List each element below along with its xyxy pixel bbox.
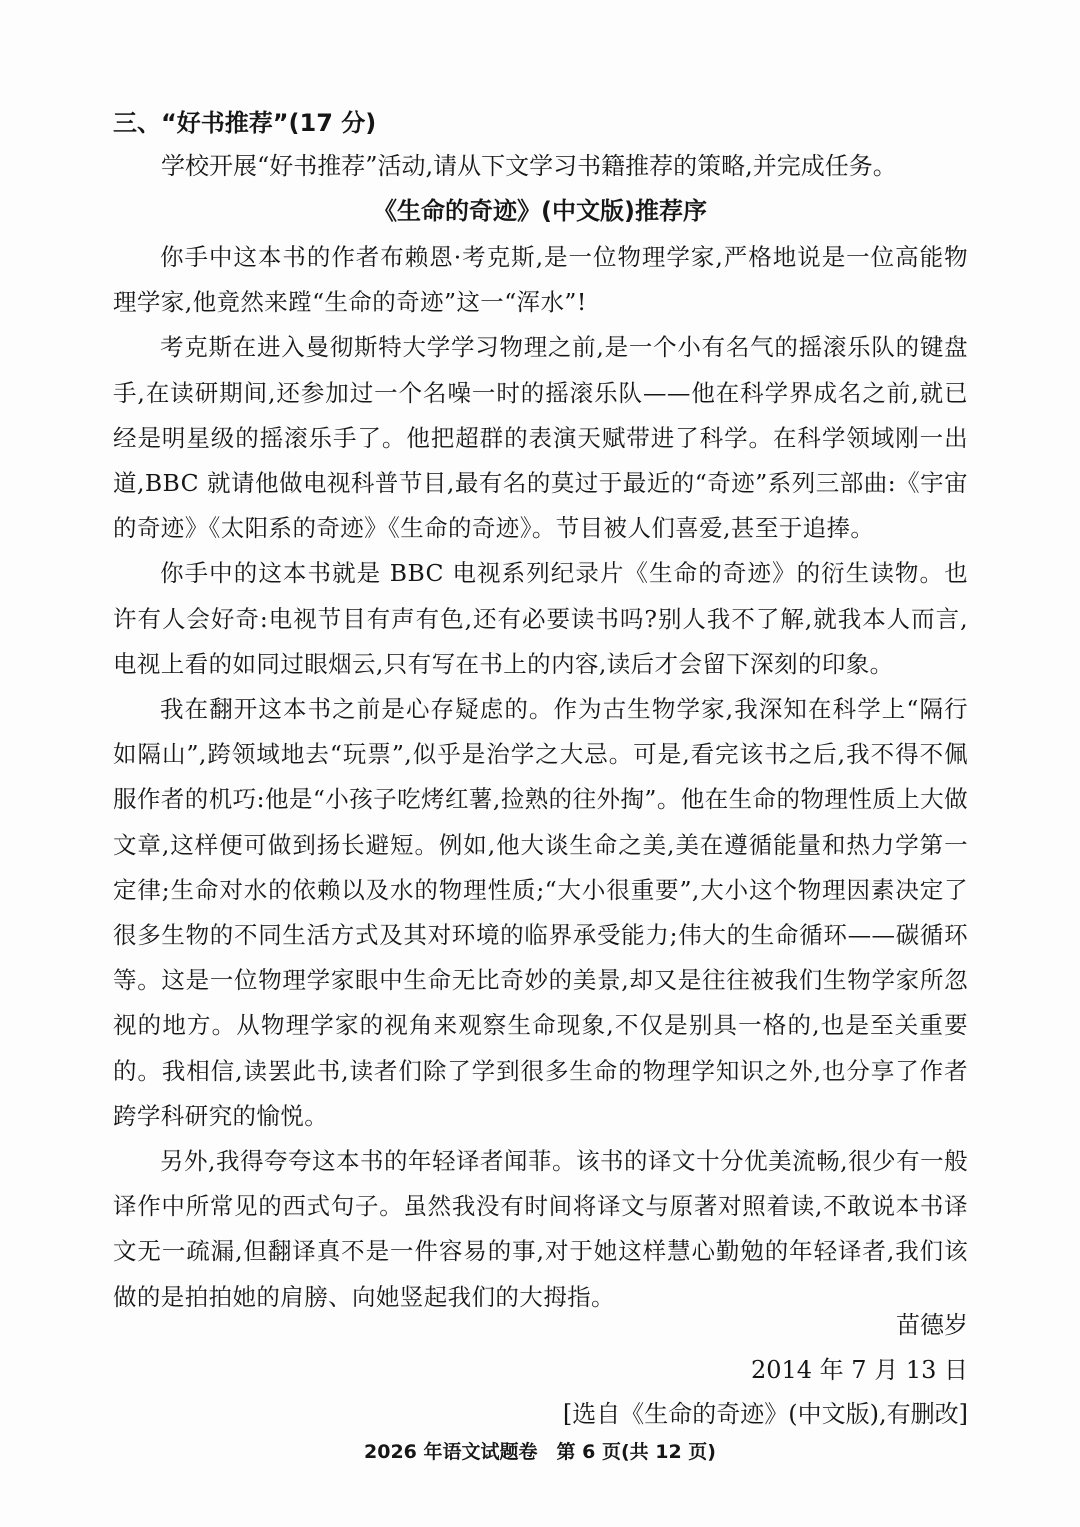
paragraph-3: 你手中的这本书就是 BBC 电视系列纪录片《生命的奇迹》的衍生读物。也许有人会好奇:电视节目有声有色,还有必要读书吗?别人我不了解,就我本人而言,电视上看的如同过眼烟云,只有写在书上的内容,读后才会留下深刻的印象。: [113, 559, 968, 678]
paragraph-2: 考克斯在进入曼彻斯特大学学习物理之前,是一个小有名气的摇滚乐队的键盘手,在读研期间,还参加过一个名噪一时的摇滚乐队——他在科学界成名之前,就已经是明星级的摇滚乐手了。他把超群的表演天赋带进了科学。在科学领域刚一出道,BBC 就请他做电视科普节目,最有名的莫过于最近的“奇迹”系列三部曲:《宇宙的奇迹》《太阳系的奇迹》《生命的奇迹》。节目被人们喜爱,甚至于追捧。: [113, 333, 968, 543]
signature-date: 2014 年 7 月 13 日: [750, 1356, 968, 1384]
task-intro: 学校开展“好书推荐”活动,请从下文学习书籍推荐的策略,并完成任务。: [161, 152, 897, 180]
page-footer: 2026 年语文试题卷 第 6 页(共 12 页): [364, 1441, 716, 1463]
article-body: [113, 235, 968, 1320]
section-heading: 三、“好书推荐”(17 分): [113, 109, 377, 137]
paragraph-5: 另外,我得夸夸这本书的年轻译者闻菲。该书的译文十分优美流畅,很少有一般译作中所常见的西式句子。虽然我没有时间将译文与原著对照着读,不敢说本书译文无一疏漏,但翻译真不是一件容易的事,对于她这样慧心勤勉的年轻译者,我们该做的是拍拍她的肩膀、向她竖起我们的大拇指。: [113, 1147, 968, 1311]
article-title: 《生命的奇迹》(中文版)推荐序: [373, 197, 707, 225]
source-note: [选自《生命的奇迹》(中文版),有删改]: [562, 1400, 968, 1428]
paragraph-1: 你手中这本书的作者布赖恩·考克斯,是一位物理学家,严格地说是一位高能物理学家,他竟然来蹚“生命的奇迹”这一“浑水”!: [113, 243, 968, 317]
author-signature: 苗德岁: [896, 1311, 968, 1339]
paragraph-4: 我在翻开这本书之前是心存疑虑的。作为古生物学家,我深知在科学上“隔行如隔山”,跨领域地去“玩票”,似乎是治学之大忌。可是,看完该书之后,我不得不佩服作者的机巧:他是“小孩子吃烤红薯,捡熟的往外掏”。他在生命的物理性质上大做文章,这样便可做到扬长避短。例如,他大谈生命之美,美在遵循能量和热力学第一定律;生命对水的依赖以及水的物理性质;“大小很重要”,大小这个物理因素决定了很多生物的不同生活方式及其对环境的临界承受能力;伟大的生命循环——碳循环等。这是一位物理学家眼中生命无比奇妙的美景,却又是往往被我们生物学家所忽视的地方。从物理学家的视角来观察生命现象,不仅是别具一格的,也是至关重要的。我相信,读罢此书,读者们除了学到很多生命的物理学知识之外,也分享了作者跨学科研究的愉悦。: [113, 695, 968, 1130]
